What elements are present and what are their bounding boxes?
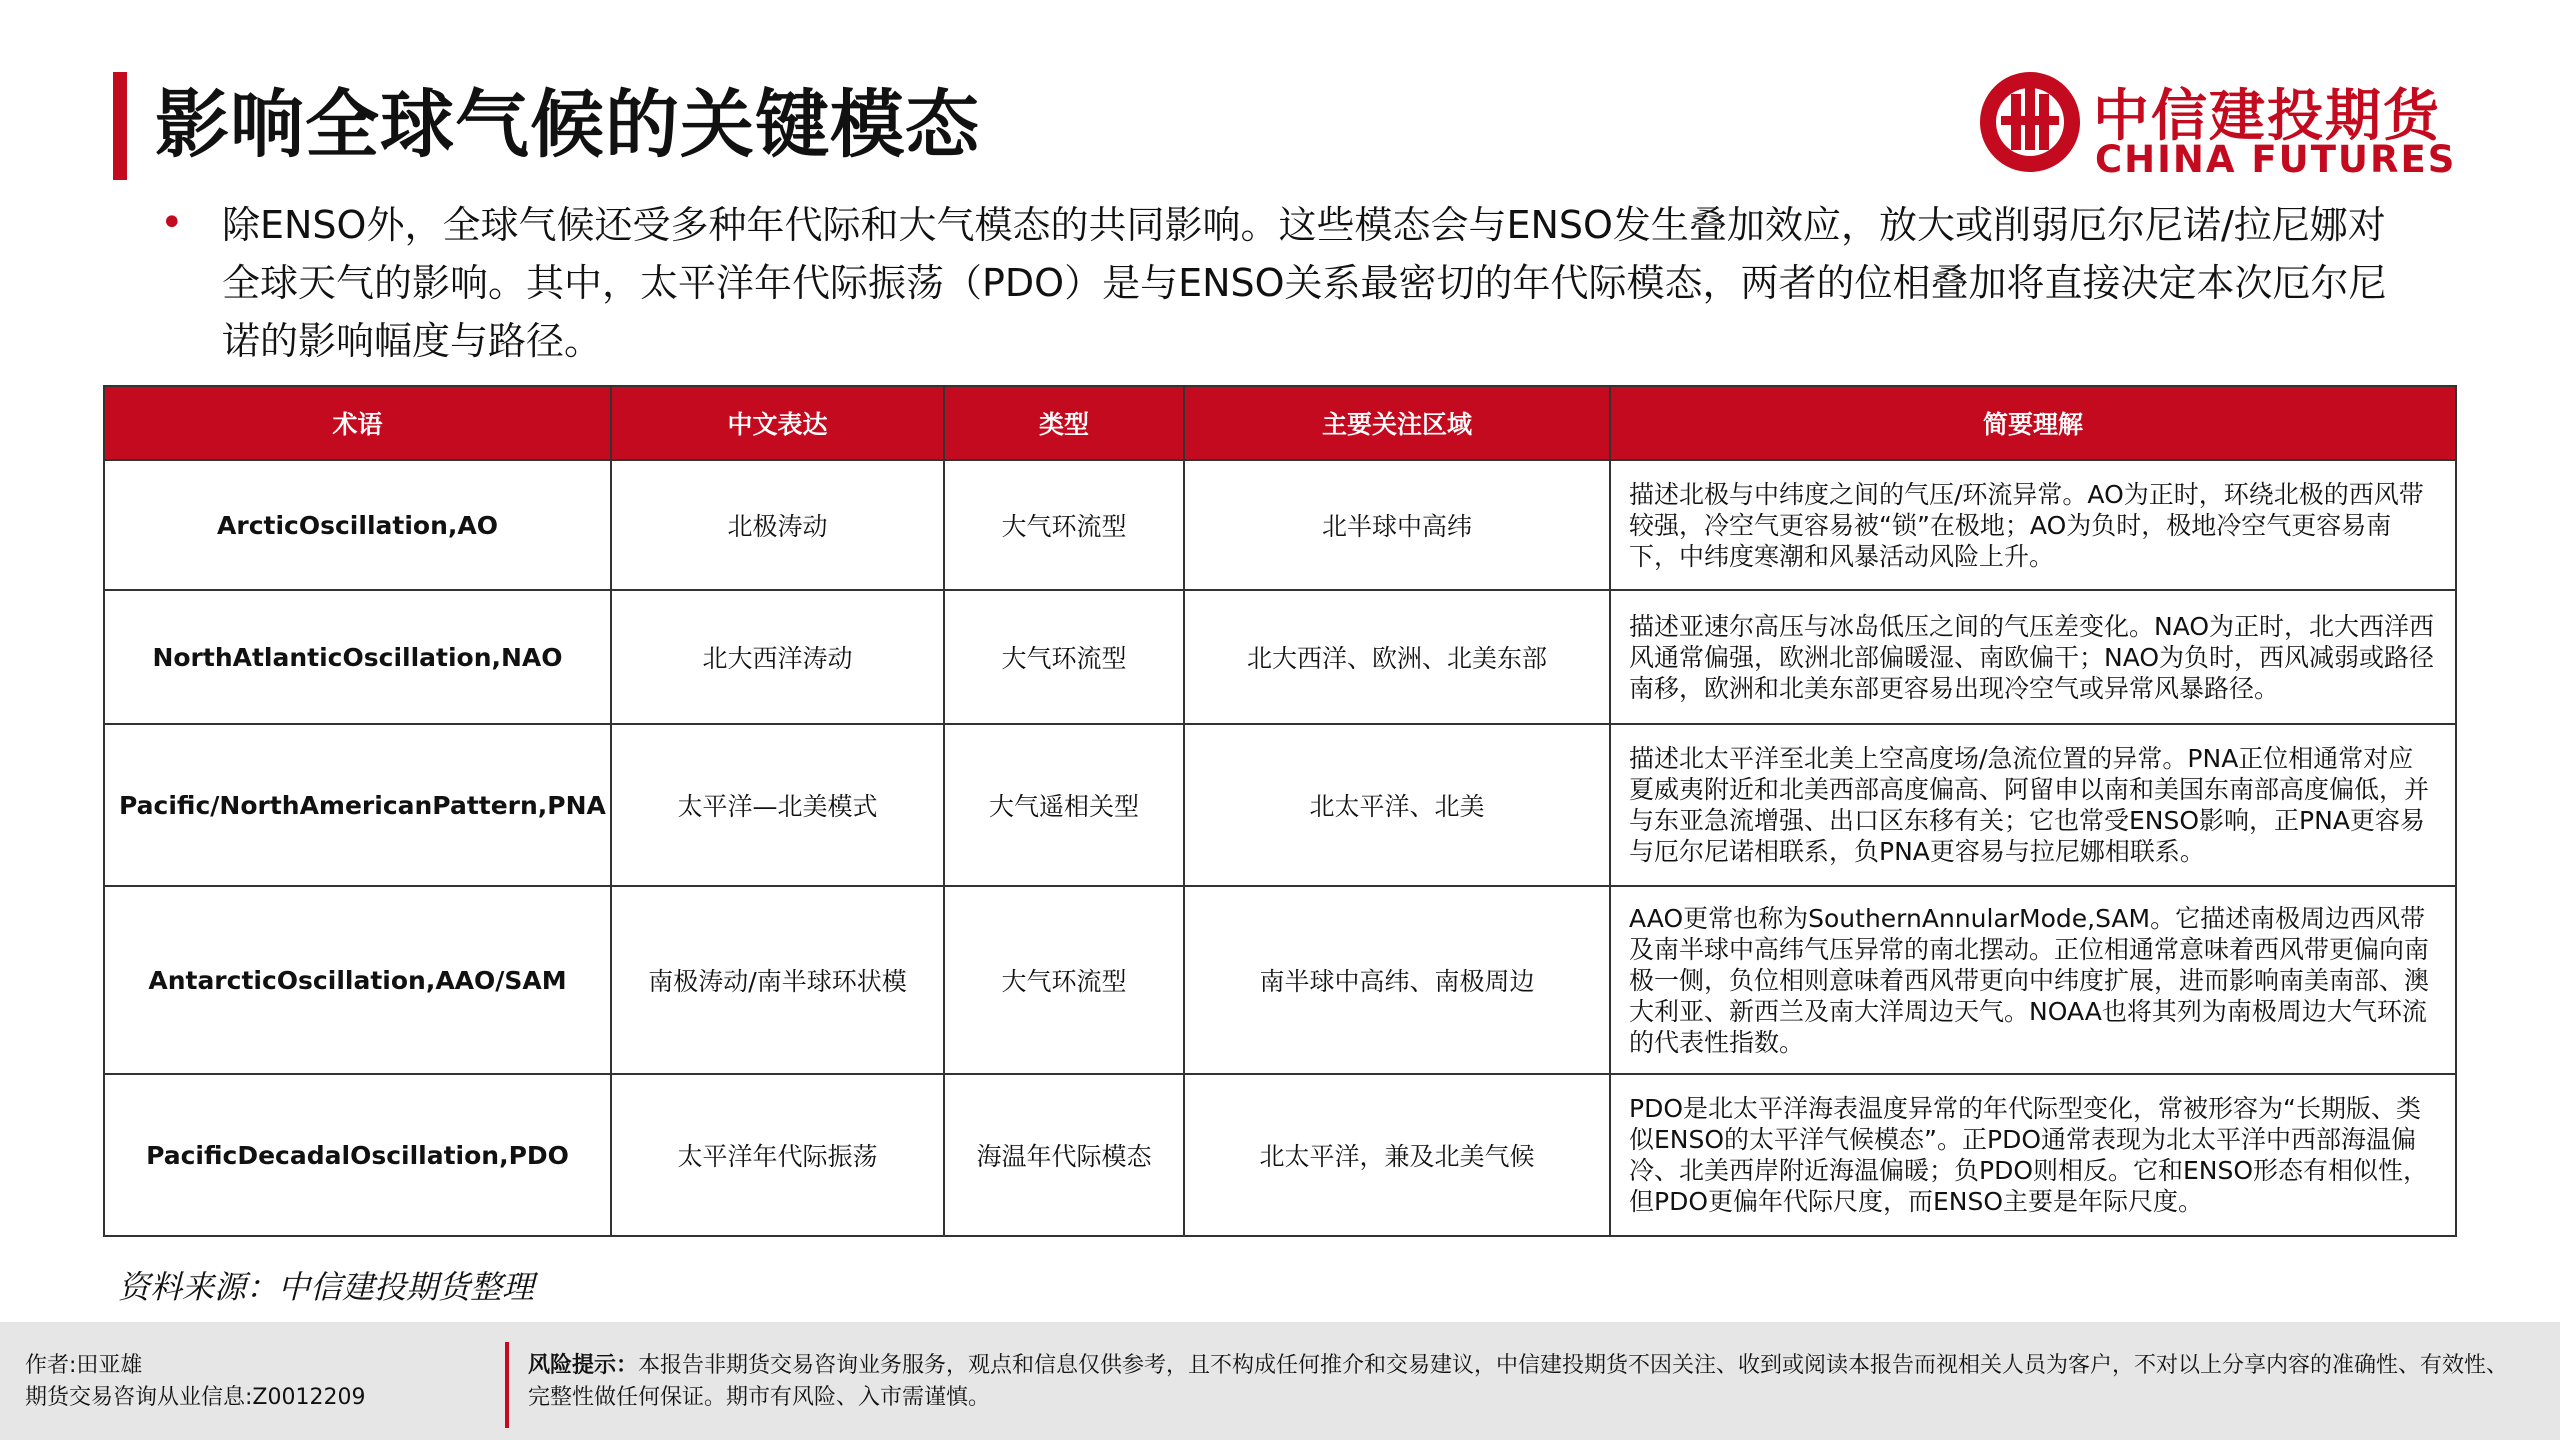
- term-cell: PacificDecadalOscillation,PDO: [104, 1074, 611, 1236]
- table-row: [104, 724, 2456, 886]
- type-cell: 大气环流型: [944, 460, 1184, 590]
- chinese-cell: 太平洋—北美模式: [611, 724, 944, 886]
- summary-cell: AAO更常也称为SouthernAnnularMode,SAM。它描述南极周边西风带及南半球中高纬气压异常的南北摆动。正位相通常意味着西风带更偏向南极一侧，负位相则意味着西风带更向中纬度扩展，进而影响南美南部、澳大利亚、新西兰及南大洋周边天气。NOAA也将其列为南极周边大气环流的代表性指数。: [1610, 886, 2456, 1074]
- table-row: [104, 886, 2456, 1074]
- term-cell: NorthAtlanticOscillation,NAO: [104, 590, 611, 724]
- page-title: 影响全球气候的关键模态: [155, 82, 980, 168]
- header-chinese: 中文表达: [611, 386, 944, 460]
- author-name: 作者:田亚雄: [25, 1353, 143, 1378]
- logo-english-name: CHINA FUTURES: [2095, 138, 2457, 181]
- header-summary: 简要理解: [1610, 386, 2456, 460]
- source-note: 资料来源：中信建投期货整理: [118, 1268, 535, 1306]
- type-cell: 大气环流型: [944, 886, 1184, 1074]
- header-type: 类型: [944, 386, 1184, 460]
- risk-text: 本报告非期货交易咨询业务服务，观点和信息仅供参考，且不构成任何推介和交易建议，中信建投期货不因关注、收到或阅读本报告而视相关人员为客户，不对以上分享内容的准确性、有效性、完整性做任何保证。期市有风险、入市需谨慎。: [528, 1353, 2509, 1410]
- term-cell: AntarcticOscillation,AAO/SAM: [104, 886, 611, 1074]
- risk-disclaimer: [528, 1350, 2528, 1414]
- chinese-cell: 北极涛动: [611, 460, 944, 590]
- type-cell: 海温年代际模态: [944, 1074, 1184, 1236]
- region-cell: 北太平洋、北美: [1184, 724, 1610, 886]
- region-cell: 南半球中高纬、南极周边: [1184, 886, 1610, 1074]
- title-accent-bar: [113, 72, 127, 180]
- climate-modes-table: [103, 385, 2457, 1237]
- table-row: [104, 1074, 2456, 1236]
- logo-chinese-name: 中信建投期货: [2093, 84, 2441, 149]
- type-cell: 大气遥相关型: [944, 724, 1184, 886]
- bullet-icon: •: [160, 200, 184, 246]
- header-region: 主要关注区域: [1184, 386, 1610, 460]
- risk-label: 风险提示：: [528, 1353, 639, 1378]
- table-row: [104, 590, 2456, 724]
- term-cell: Pacific/NorthAmericanPattern,PNA: [104, 724, 611, 886]
- company-logo: [1975, 66, 2455, 186]
- region-cell: 北大西洋、欧洲、北美东部: [1184, 590, 1610, 724]
- intro-paragraph: 除ENSO外，全球气候还受多种年代际和大气模态的共同影响。这些模态会与ENSO发生叠加效应，放大或削弱厄尔尼诺/拉尼娜对全球天气的影响。其中，太平洋年代际振荡（PDO）是与ENSO关系最密切的年代际模态，两者的位相叠加将直接决定本次厄尔尼诺的影响幅度与路径。: [222, 203, 2387, 363]
- summary-cell: 描述北太平洋至北美上空高度场/急流位置的异常。PNA正位相通常对应夏威夷附近和北美西部高度偏高、阿留申以南和美国东南部高度偏低，并与东亚急流增强、出口区东移有关；它也常受ENSO影响，正PNA更容易与厄尔尼诺相联系，负PNA更容易与拉尼娜相联系。: [1610, 724, 2456, 886]
- region-cell: 北太平洋，兼及北美气候: [1184, 1074, 1610, 1236]
- summary-cell: 描述北极与中纬度之间的气压/环流异常。AO为正时，环绕北极的西风带较强，冷空气更容易被“锁”在极地；AO为负时，极地冷空气更容易南下，中纬度寒潮和风暴活动风险上升。: [1610, 460, 2456, 590]
- header-term: 术语: [104, 386, 611, 460]
- type-cell: 大气环流型: [944, 590, 1184, 724]
- chinese-cell: 北大西洋涛动: [611, 590, 944, 724]
- region-cell: 北半球中高纬: [1184, 460, 1610, 590]
- table-header-row: [104, 386, 2456, 460]
- term-cell: ArcticOscillation,AO: [104, 460, 611, 590]
- table-row: [104, 460, 2456, 590]
- footer-divider: [505, 1342, 509, 1428]
- summary-cell: PDO是北太平洋海表温度异常的年代际型变化，常被形容为“长期版、类似ENSO的太平洋气候模态”。正PDO通常表现为北太平洋中西部海温偏冷、北美西岸附近海温偏暖；负PDO则相反。它和ENSO形态有相似性，但PDO更偏年代际尺度，而ENSO主要是年际尺度。: [1610, 1074, 2456, 1236]
- footer: [0, 1322, 2560, 1440]
- chinese-cell: 南极涛动/南半球环状模: [611, 886, 944, 1074]
- author-info: [25, 1350, 365, 1414]
- license-number: 期货交易咨询从业信息:Z0012209: [25, 1385, 366, 1410]
- summary-cell: 描述亚速尔高压与冰岛低压之间的气压差变化。NAO为正时，北大西洋西风通常偏强，欧洲北部偏暖湿、南欧偏干；NAO为负时，西风减弱或路径南移，欧洲和北美东部更容易出现冷空气或异常风暴路径。: [1610, 590, 2456, 724]
- chinese-cell: 太平洋年代际振荡: [611, 1074, 944, 1236]
- citic-emblem-icon: [1975, 66, 2085, 176]
